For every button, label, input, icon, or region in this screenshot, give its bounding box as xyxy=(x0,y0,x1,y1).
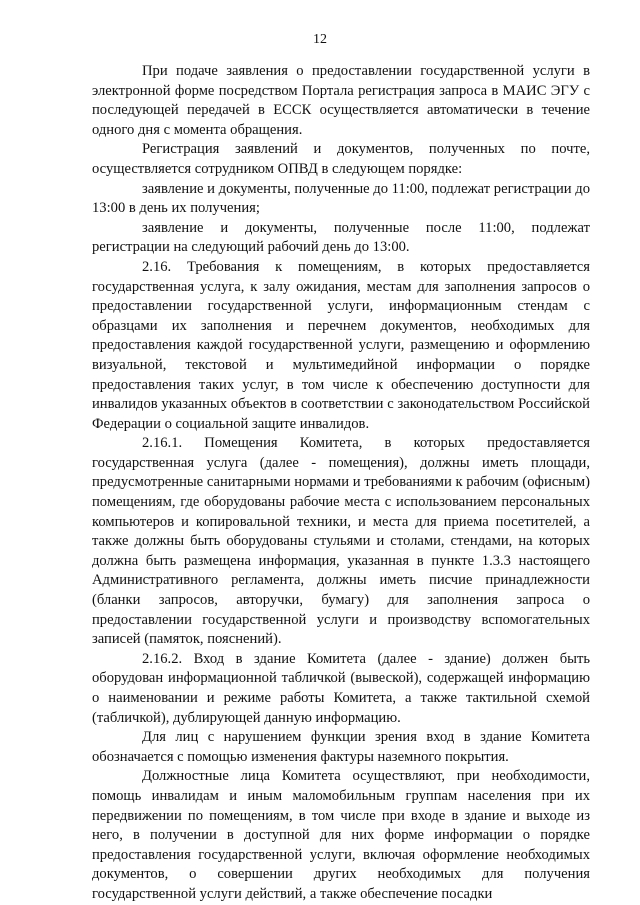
paragraph-mail-registration: Регистрация заявлений и документов, полученных по почте, осуществляется сотрудником ОПВД в следующем порядке: xyxy=(92,141,590,177)
page-number: 12 xyxy=(313,32,327,47)
document-body xyxy=(92,62,590,905)
paragraph-section-2-16-2: 2.16.2. Вход в здание Комитета (далее - здание) должен быть оборудован информационной табличкой (вывеской), содержащей информацию о наименовании и режиме работы Комитета, а также тактильной схемой (табличкой), дублирующей данную информацию. xyxy=(92,650,590,726)
paragraph-section-2-16-1: 2.16.1. Помещения Комитета, в которых предоставляется государственная услуга (далее - помещения), должны иметь площади, предусмотренные санитарными нормами и требованиями к рабочим (офисным) помещениям, где оборудованы рабочие места с использованием персональных компьютеров и копировальной техники, и места для приема посетителей, а также должны быть оборудованы стульями и столами, стендами, на которых должна быть размещена информация, указанная в пункте 1.3.3 настоящего Административного регламента, должны иметь писчие принадлежности (бланки запросов, авторучки, бумагу) для заполнения запроса о предоставлении государственной услуги и производству вспомогательных записей (памяток, пояснений). xyxy=(92,435,590,648)
paragraph-section-2-16: 2.16. Требования к помещениям, в которых предоставляется государственная услуга, к залу ожидания, местам для заполнения запросов о предоставлении государственной услуги, информационным стендам с образцами их заполнения и перечнем документов, необходимых для предоставления каждой государственной услуги, размещению и оформлению визуальной, текстовой и мультимедийной информации о порядке предоставления таких услуг, в том числе к обеспечению доступности для инвалидов указанных объектов в соответствии с законодательством Российской Федерации о социальной защите инвалидов. xyxy=(92,258,590,432)
paragraph-before-11: заявление и документы, полученные до 11:00, подлежат регистрации до 13:00 в день их получения; xyxy=(92,180,590,217)
paragraph-staff-assistance: Должностные лица Комитета осуществляют, при необходимости, помощь инвалидам и иным маломобильным группам населения при их передвижении по помещениям, в том числе при входе в здание и выходе из него, в получении в доступной для них форме информации о порядке предоставления государственной услуги, включая оформление необходимых документов, о совершении других необходимых для получения государственной услуги действий, а также обеспечение посадки xyxy=(92,768,590,902)
paragraph-vision-impaired: Для лиц с нарушением функции зрения вход в здание Комитета обозначается с помощью изменения фактуры наземного покрытия. xyxy=(92,729,590,765)
paragraph-portal-registration: При подаче заявления о предоставлении государственной услуги в электронной форме посредством Портала регистрация запроса в МАИС ЭГУ с последующей передачей в ЕССК осуществляется автоматически в течение одного дня с момента обращения. xyxy=(92,63,590,138)
paragraph-after-11: заявление и документы, полученные после 11:00, подлежат регистрации на следующий рабочий день до 13:00. xyxy=(92,219,590,256)
